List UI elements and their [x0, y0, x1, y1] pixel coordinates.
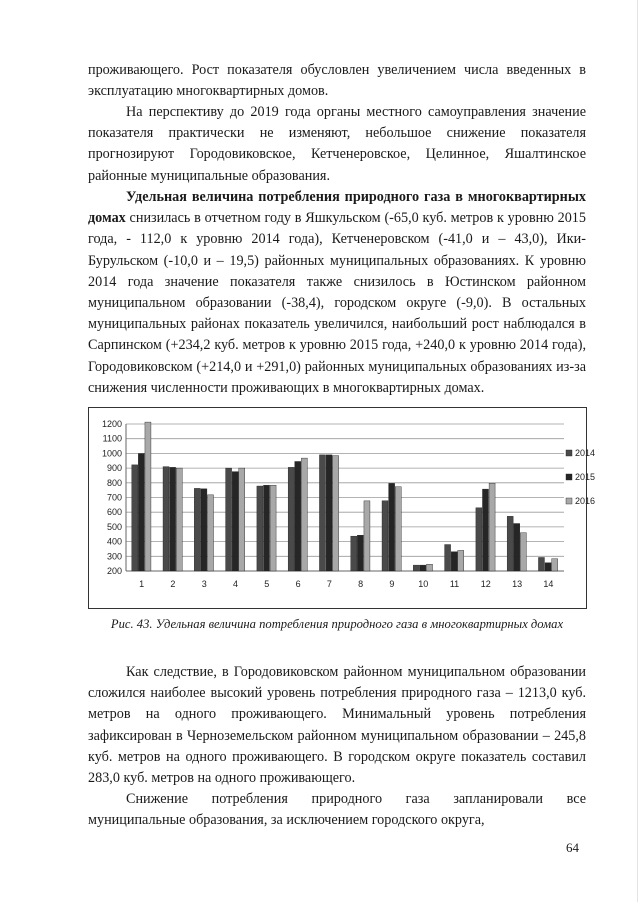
bar-2014-6 — [288, 467, 294, 571]
x-tick-label: 9 — [389, 579, 395, 589]
bar-2016-11 — [458, 550, 464, 571]
bar-2015-9 — [389, 483, 395, 571]
x-tick-label: 13 — [512, 579, 523, 589]
bar-2016-14 — [552, 559, 558, 571]
bar-2016-13 — [520, 533, 526, 571]
figure-caption: Рис. 43. Удельная величина потребления природного газа в многоквартирных домах — [110, 617, 564, 631]
y-tick-label: 300 — [106, 551, 122, 562]
bar-2014-3 — [194, 488, 200, 571]
paragraph-3-text: снизилась в отчетном году в Яшкульском (-65,0 куб. метров к уровню 2015 года, - 112,0 к уровню 2014 года), Кетченеровском (-41,0 и – 43,0), Ики-Бурульском (-10,0 и – 19,5) районных муниципальных образованиях. К уровню 2014 года значение показателя также снизилось в Юстинском районном муниципальном образовании (-38,4), городском округе (-9,0). В остальных муниципальных районах показатель увеличился, наибольший рост наблюдался в Сарпинском (+234,2 куб. метров к уровню 2015 года, +240,0 к уровню 2014 года), Городовиковском (+214,0 и +291,0) районных муниципальных образованиях из-за снижения численности проживающих в многоквартирных домах. — [88, 210, 586, 396]
legend-label-2015: 2015 — [575, 472, 596, 482]
x-tick-label: 8 — [358, 579, 364, 589]
bar-2015-4 — [232, 472, 238, 571]
legend-swatch-2016 — [566, 498, 572, 504]
bar-2014-9 — [382, 501, 388, 571]
bar-2015-8 — [357, 535, 363, 571]
bar-2014-10 — [413, 565, 419, 571]
y-tick-label: 500 — [106, 521, 122, 532]
bar-2015-2 — [170, 467, 176, 571]
bar-2015-14 — [545, 563, 551, 571]
bar-2016-4 — [239, 468, 245, 571]
bar-2015-1 — [138, 454, 144, 571]
bar-2016-10 — [427, 564, 433, 571]
bar-2016-6 — [301, 458, 307, 571]
y-tick-label: 400 — [106, 536, 122, 547]
bar-2016-1 — [145, 422, 151, 571]
legend-label-2014: 2014 — [575, 448, 596, 458]
y-tick-label: 800 — [106, 477, 122, 488]
paragraph-3 — [88, 187, 586, 399]
bar-2014-7 — [319, 455, 325, 571]
x-tick-label: 7 — [326, 579, 332, 589]
x-tick-label: 3 — [201, 579, 207, 589]
x-tick-label: 5 — [264, 579, 270, 589]
bar-2016-7 — [333, 456, 339, 571]
bar-2014-13 — [507, 516, 513, 571]
bar-2016-12 — [489, 483, 495, 571]
bar-2016-2 — [176, 468, 182, 571]
legend-swatch-2015 — [566, 474, 572, 480]
x-tick-label: 1 — [139, 579, 145, 589]
y-tick-label: 1200 — [101, 419, 122, 429]
bar-2014-1 — [132, 465, 138, 571]
paragraph-3-bold-lead: Удельная величина потребления природного газа в многоквартирных домах — [88, 189, 586, 227]
x-tick-label: 10 — [418, 579, 429, 589]
bar-2015-10 — [420, 565, 426, 571]
x-tick-label: 11 — [449, 579, 460, 589]
scan-edge-line — [637, 0, 638, 902]
bar-2014-4 — [226, 468, 232, 571]
y-tick-label: 1000 — [101, 448, 122, 459]
gas-consumption-chart — [88, 407, 596, 609]
bar-2015-3 — [201, 489, 207, 571]
bar-2015-7 — [326, 455, 332, 571]
chart-svg — [89, 408, 596, 608]
x-tick-label: 6 — [295, 579, 301, 589]
x-tick-label: 4 — [232, 579, 239, 589]
bar-2014-8 — [351, 536, 357, 571]
legend-label-2016: 2016 — [575, 496, 596, 506]
bar-2015-11 — [451, 552, 457, 571]
y-tick-label: 200 — [106, 566, 122, 576]
bar-2015-13 — [514, 524, 520, 571]
y-tick-label: 900 — [106, 463, 122, 474]
x-tick-label: 14 — [543, 579, 554, 589]
bar-2016-3 — [208, 495, 214, 571]
bar-2015-5 — [263, 485, 269, 571]
page-number: 64 — [566, 840, 579, 855]
y-tick-label: 600 — [106, 507, 122, 518]
y-tick-label: 1100 — [102, 433, 122, 444]
y-tick-label: 700 — [106, 492, 122, 503]
bar-2014-11 — [445, 545, 451, 571]
paragraph-2: На перспективу до 2019 года органы местного самоуправления значение показателя практически не изменяют, небольшое снижение показателя прогнозируют Городовиковское, Кетченеровское, Целинное, Яшалтинское районные муниципальные образования. — [88, 104, 586, 184]
bar-2016-5 — [270, 485, 276, 571]
paragraph-1: проживающего. Рост показателя обусловлен увеличением числа введенных в эксплуатацию многоквартирных домов. — [88, 62, 586, 100]
bar-2014-14 — [538, 557, 544, 571]
paragraph-4: Как следствие, в Городовиковском районном муниципальном образовании сложился наиболее высокий уровень потребления природного газа – 1213,0 куб. метров на одного проживающего. Минимальный уровень потребления зафиксирован в Черноземельском районном муниципальном образовании – 245,8 куб. метров на одного проживающего. В городском округе показатель составил 283,0 куб. метров на одного проживающего. — [88, 664, 586, 787]
bar-2016-8 — [364, 501, 370, 571]
x-tick-label: 12 — [480, 579, 491, 589]
paragraph-5: Снижение потребления природного газа запланировали все муниципальные образования, за исключением городского округа, — [88, 791, 586, 829]
bar-2015-6 — [295, 461, 301, 571]
legend-swatch-2014 — [566, 450, 572, 456]
bar-2015-12 — [482, 489, 488, 571]
bar-2014-12 — [476, 508, 482, 571]
bar-2014-2 — [163, 467, 169, 571]
x-tick-label: 2 — [170, 579, 176, 589]
bar-2016-9 — [395, 487, 401, 571]
bar-2014-5 — [257, 486, 263, 571]
